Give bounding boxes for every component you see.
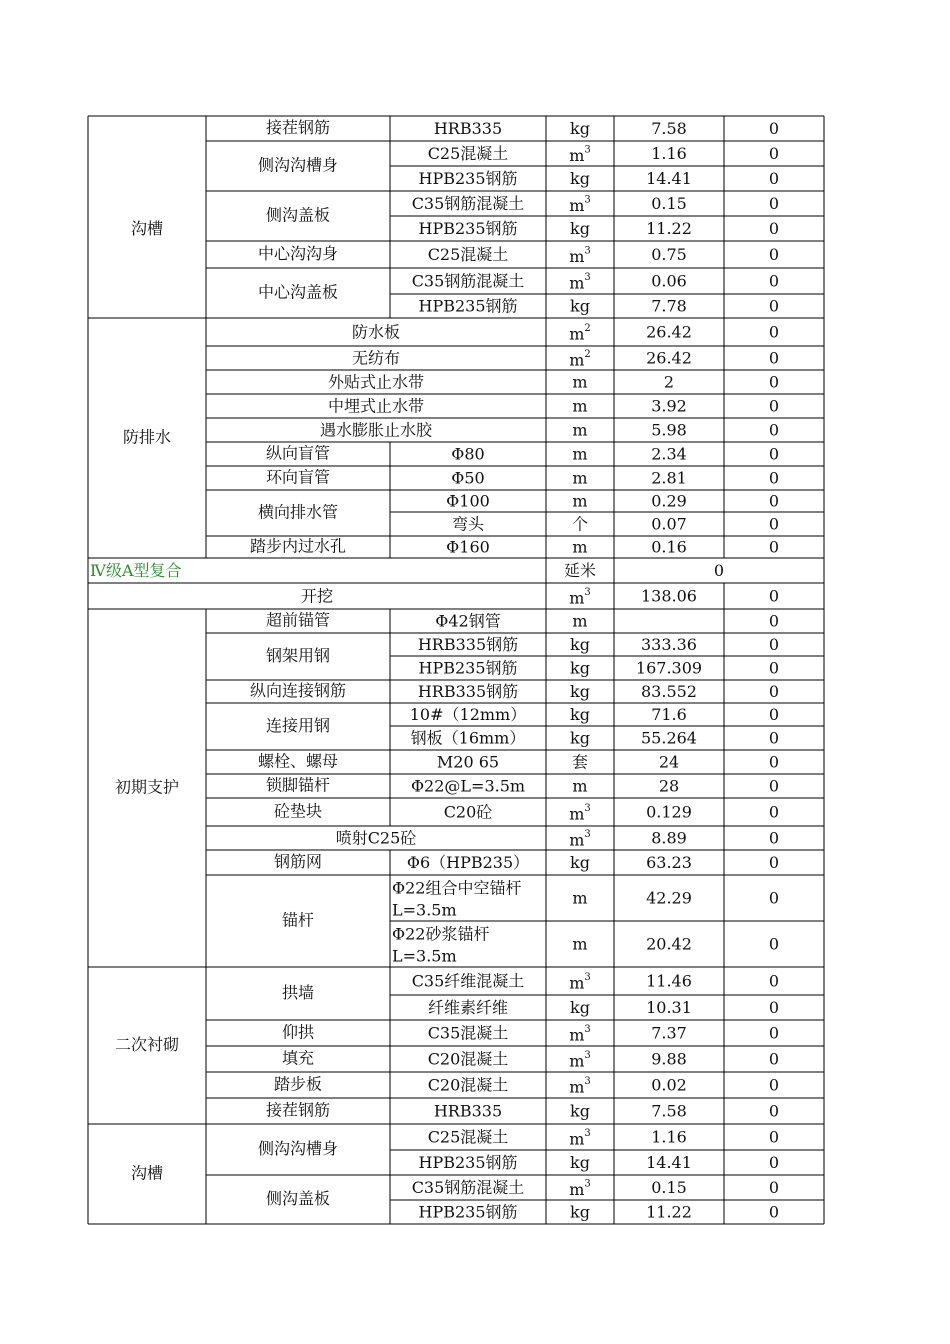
value-cell: 0 [768, 491, 780, 511]
item-label: 拱墙 [281, 983, 315, 1002]
qty-cell: 0.129 [646, 802, 692, 822]
item-label: 踏步板 [273, 1074, 323, 1094]
item-label: 螺栓、螺母 [257, 751, 339, 771]
unit-cell: kg [570, 219, 590, 238]
qty-cell: 0.15 [651, 1178, 687, 1197]
qty-cell: 8.89 [651, 828, 687, 848]
qty-cell: 0.29 [651, 491, 687, 511]
unit-cell: 套 [571, 752, 589, 772]
item-label: 锚杆 [281, 910, 315, 930]
unit-cell: $m^3$ [569, 245, 591, 266]
qty-cell: 26.42 [646, 348, 692, 368]
unit-cell: $m^3$ [569, 1049, 591, 1071]
spec-cell: 10#（12mm） [409, 705, 527, 724]
unit-cell: $m^3$ [569, 144, 591, 165]
item-label: 钢筋网 [273, 852, 323, 871]
value-cell: 0 [768, 245, 780, 264]
qty-cell: 24 [658, 752, 680, 772]
spec-cell: 弯头 [451, 514, 485, 534]
spec-cell: C20混凝土 [427, 1075, 509, 1095]
value-cell: 0 [768, 971, 780, 991]
item-label: 侧沟沟槽身 [257, 155, 339, 175]
qty-cell: 83.552 [641, 682, 697, 701]
category-label: 防排水 [122, 427, 172, 447]
qty-cell: 1.16 [651, 1127, 687, 1147]
value-cell: 0 [768, 271, 780, 291]
unit-cell: kg [570, 682, 590, 701]
spec-cell: HRB335 [433, 1101, 503, 1121]
value-cell: 0 [768, 888, 780, 908]
item-label: 遇水膨胀止水胶 [319, 420, 433, 440]
spec-cell: C20砼 [443, 802, 493, 822]
qty-cell: 11.46 [646, 971, 692, 991]
qty-cell: 71.6 [651, 705, 687, 724]
spec-cell: HPB235钢筋 [418, 1202, 518, 1222]
spec-cell: HRB335钢筋 [417, 635, 519, 654]
spec-cell: Φ22组合中空锚杆 [392, 878, 522, 898]
unit-cell: kg [570, 658, 590, 678]
qty-cell: 167.309 [635, 658, 703, 678]
value-cell: 0 [768, 372, 780, 392]
value-cell: 0 [768, 1075, 780, 1095]
spec-cell-line2: L=3.5m [392, 900, 457, 920]
spec-cell-line2: L=3.5m [392, 946, 457, 966]
spec-cell: Φ50 [451, 468, 485, 488]
spec-cell: HPB235钢筋 [418, 296, 518, 316]
value-cell: 0 [768, 586, 780, 606]
value-cell: 0 [768, 998, 780, 1017]
item-label: 踏步内过水孔 [249, 536, 347, 556]
item-label: 防水板 [351, 322, 401, 342]
qty-cell: 7.37 [651, 1023, 687, 1043]
unit-cell: kg [570, 169, 590, 188]
value-cell: 0 [768, 1127, 780, 1147]
item-label: 仰拱 [281, 1022, 315, 1042]
value-cell: 0 [768, 444, 780, 464]
spec-cell: C25混凝土 [427, 245, 509, 264]
spec-cell: HPB235钢筋 [418, 658, 518, 678]
qty-cell: 1.16 [651, 144, 687, 163]
item-label: 横向排水管 [257, 502, 339, 522]
value-cell: 0 [768, 934, 780, 954]
item-label: 纵向盲管 [265, 443, 331, 463]
spec-cell: HRB335 [433, 119, 503, 138]
qty-cell: 2 [663, 372, 675, 392]
value-cell: 0 [768, 396, 780, 416]
spec-cell: Φ6（HPB235） [406, 853, 530, 872]
spec-cell: C20混凝土 [427, 1049, 509, 1069]
spec-cell: C25混凝土 [427, 144, 509, 163]
unit-cell: m [572, 934, 588, 954]
unit-cell: kg [570, 1202, 590, 1222]
qty-cell: 3.92 [651, 396, 687, 416]
value-cell: 0 [768, 658, 780, 678]
qty-cell: 7.78 [651, 296, 687, 316]
qty-cell: 0.02 [651, 1075, 687, 1095]
item-label: 中心沟沟身 [257, 244, 339, 263]
item-label: 侧沟沟槽身 [257, 1139, 339, 1158]
item-label: 填充 [281, 1048, 315, 1068]
spec-cell: Φ160 [446, 537, 490, 557]
unit-cell: $m^3$ [569, 1075, 591, 1097]
value-cell: 0 [768, 537, 780, 557]
spec-cell: 纤维素纤维 [427, 998, 509, 1017]
value-cell: 0 [768, 1202, 780, 1222]
spec-cell: HPB235钢筋 [418, 219, 518, 238]
qty-cell: 7.58 [651, 119, 687, 138]
item-label: 侧沟盖板 [265, 1189, 331, 1208]
unit-cell: $m^3$ [569, 586, 591, 608]
item-label: 喷射C25砼 [335, 828, 417, 848]
value-cell: 0 [768, 1023, 780, 1043]
item-label: 环向盲管 [265, 467, 331, 487]
unit-cell: m [572, 396, 588, 416]
item-label: 中心沟盖板 [257, 282, 339, 302]
qty-cell: 2.81 [651, 468, 687, 488]
qty-cell: 333.36 [641, 635, 697, 654]
unit-cell: kg [570, 119, 590, 138]
value-cell: 0 [768, 1049, 780, 1069]
unit-cell: $m^3$ [569, 828, 591, 850]
qty-cell: 10.31 [646, 998, 692, 1017]
unit-cell: kg [570, 998, 590, 1017]
unit-cell: 延米 [563, 561, 597, 580]
value-cell: 0 [768, 776, 780, 796]
value-cell: 0 [768, 752, 780, 772]
qty-cell: 14.41 [646, 1153, 692, 1172]
value-cell: 0 [768, 802, 780, 822]
value-cell: 0 [768, 635, 780, 654]
category-label: 沟槽 [130, 1163, 164, 1183]
value-cell: 0 [768, 682, 780, 701]
qty-cell: 11.22 [646, 1202, 692, 1222]
category-label: 初期支护 [114, 777, 180, 797]
unit-cell: m [572, 372, 588, 392]
unit-cell: kg [570, 296, 590, 316]
spec-cell: Φ80 [451, 444, 485, 464]
unit-cell: $m^3$ [569, 1178, 591, 1199]
value-cell: 0 [768, 853, 780, 872]
value-cell: 0 [768, 296, 780, 316]
unit-cell: $m^3$ [569, 1023, 591, 1045]
total-cell: 0 [713, 561, 725, 580]
spec-cell: Φ100 [446, 491, 490, 511]
qty-cell: 0.75 [651, 245, 687, 264]
unit-cell: kg [570, 705, 590, 724]
item-label: 侧沟盖板 [265, 205, 331, 225]
value-cell: 0 [768, 420, 780, 440]
qty-cell: 11.22 [646, 219, 692, 238]
item-label: 中埋式止水带 [327, 396, 425, 416]
item-label: 外贴式止水带 [327, 372, 425, 392]
unit-cell: m [572, 776, 588, 796]
qty-cell: 42.29 [646, 888, 692, 908]
unit-cell: kg [570, 853, 590, 872]
unit-cell: $m^2$ [569, 322, 591, 344]
spec-cell: C35纤维混凝土 [411, 971, 525, 991]
item-label: 锁脚锚杆 [265, 775, 331, 795]
section-title: Ⅳ级A型复合 [90, 561, 182, 580]
qty-cell: 138.06 [641, 586, 697, 606]
category-label: 沟槽 [130, 219, 164, 238]
value-cell: 0 [768, 828, 780, 848]
qty-cell: 14.41 [646, 169, 692, 188]
qty-cell: 20.42 [646, 934, 692, 954]
unit-cell: m [572, 444, 588, 464]
value-cell: 0 [768, 322, 780, 342]
spec-cell: 钢板（16mm） [410, 728, 526, 748]
item-label: 砼垫块 [273, 801, 323, 821]
value-cell: 0 [768, 348, 780, 368]
value-cell: 0 [768, 194, 780, 213]
spec-cell: Φ42钢管 [435, 611, 501, 631]
qty-cell: 0.06 [651, 271, 687, 291]
value-cell: 0 [768, 705, 780, 724]
spec-cell: HRB335钢筋 [417, 682, 519, 701]
qty-cell: 0.15 [651, 194, 687, 213]
value-cell: 0 [768, 219, 780, 238]
value-cell: 0 [768, 169, 780, 188]
unit-cell: kg [570, 1101, 590, 1121]
spec-cell: C35钢筋混凝土 [411, 1178, 525, 1197]
value-cell: 0 [768, 1153, 780, 1172]
spec-cell: C35钢筋混凝土 [411, 194, 525, 213]
unit-cell: m [572, 611, 588, 631]
qty-cell: 63.23 [646, 853, 692, 872]
item-label: 接茬钢筋 [265, 1100, 331, 1120]
unit-cell: kg [570, 728, 590, 748]
unit-cell: m [572, 537, 588, 557]
unit-cell: $m^2$ [569, 348, 591, 370]
unit-cell: $m^3$ [569, 194, 591, 215]
value-cell: 0 [768, 468, 780, 488]
spec-cell: Φ22@L=3.5m [410, 776, 526, 796]
value-cell: 0 [768, 119, 780, 138]
unit-cell: m [572, 888, 588, 908]
unit-cell: m [572, 468, 588, 488]
item-label: 钢架用钢 [265, 646, 331, 665]
spec-cell: C35钢筋混凝土 [411, 271, 525, 291]
value-cell: 0 [768, 1178, 780, 1197]
qty-cell: 7.58 [651, 1101, 687, 1121]
qty-cell: 2.34 [651, 444, 687, 464]
item-label: 接茬钢筋 [265, 118, 331, 137]
unit-cell: kg [570, 635, 590, 654]
unit-cell: $m^3$ [569, 1127, 591, 1149]
value-cell: 0 [768, 514, 780, 534]
unit-cell: m [572, 491, 588, 511]
excavation-label: 开挖 [300, 586, 334, 606]
spec-cell: C25混凝土 [427, 1127, 509, 1147]
qty-cell: 26.42 [646, 322, 692, 342]
spec-cell: M20 65 [436, 752, 500, 772]
unit-cell: $m^3$ [569, 802, 591, 824]
value-cell: 0 [768, 611, 780, 631]
qty-cell: 0.16 [651, 537, 687, 557]
item-label: 无纺布 [351, 348, 401, 368]
item-label: 纵向连接钢筋 [249, 681, 347, 700]
unit-cell: $m^3$ [569, 271, 591, 293]
unit-cell: $m^3$ [569, 971, 591, 993]
spec-cell: HPB235钢筋 [418, 169, 518, 188]
value-cell: 0 [768, 1101, 780, 1121]
unit-cell: 个 [571, 514, 589, 534]
qty-cell: 28 [658, 776, 680, 796]
item-label: 连接用钢 [265, 716, 331, 735]
spec-cell: HPB235钢筋 [418, 1153, 518, 1172]
unit-cell: kg [570, 1153, 590, 1172]
value-cell: 0 [768, 144, 780, 163]
item-label: 超前锚管 [265, 610, 331, 630]
category-label: 二次衬砌 [114, 1035, 180, 1054]
spec-cell: Φ22砂浆锚杆 [392, 924, 490, 944]
qty-cell: 0.07 [651, 514, 687, 534]
unit-cell: m [572, 420, 588, 440]
value-cell: 0 [768, 728, 780, 748]
qty-cell: 5.98 [651, 420, 687, 440]
qty-cell: 9.88 [651, 1049, 687, 1069]
spec-cell: C35混凝土 [427, 1023, 509, 1043]
qty-cell: 55.264 [641, 728, 697, 748]
